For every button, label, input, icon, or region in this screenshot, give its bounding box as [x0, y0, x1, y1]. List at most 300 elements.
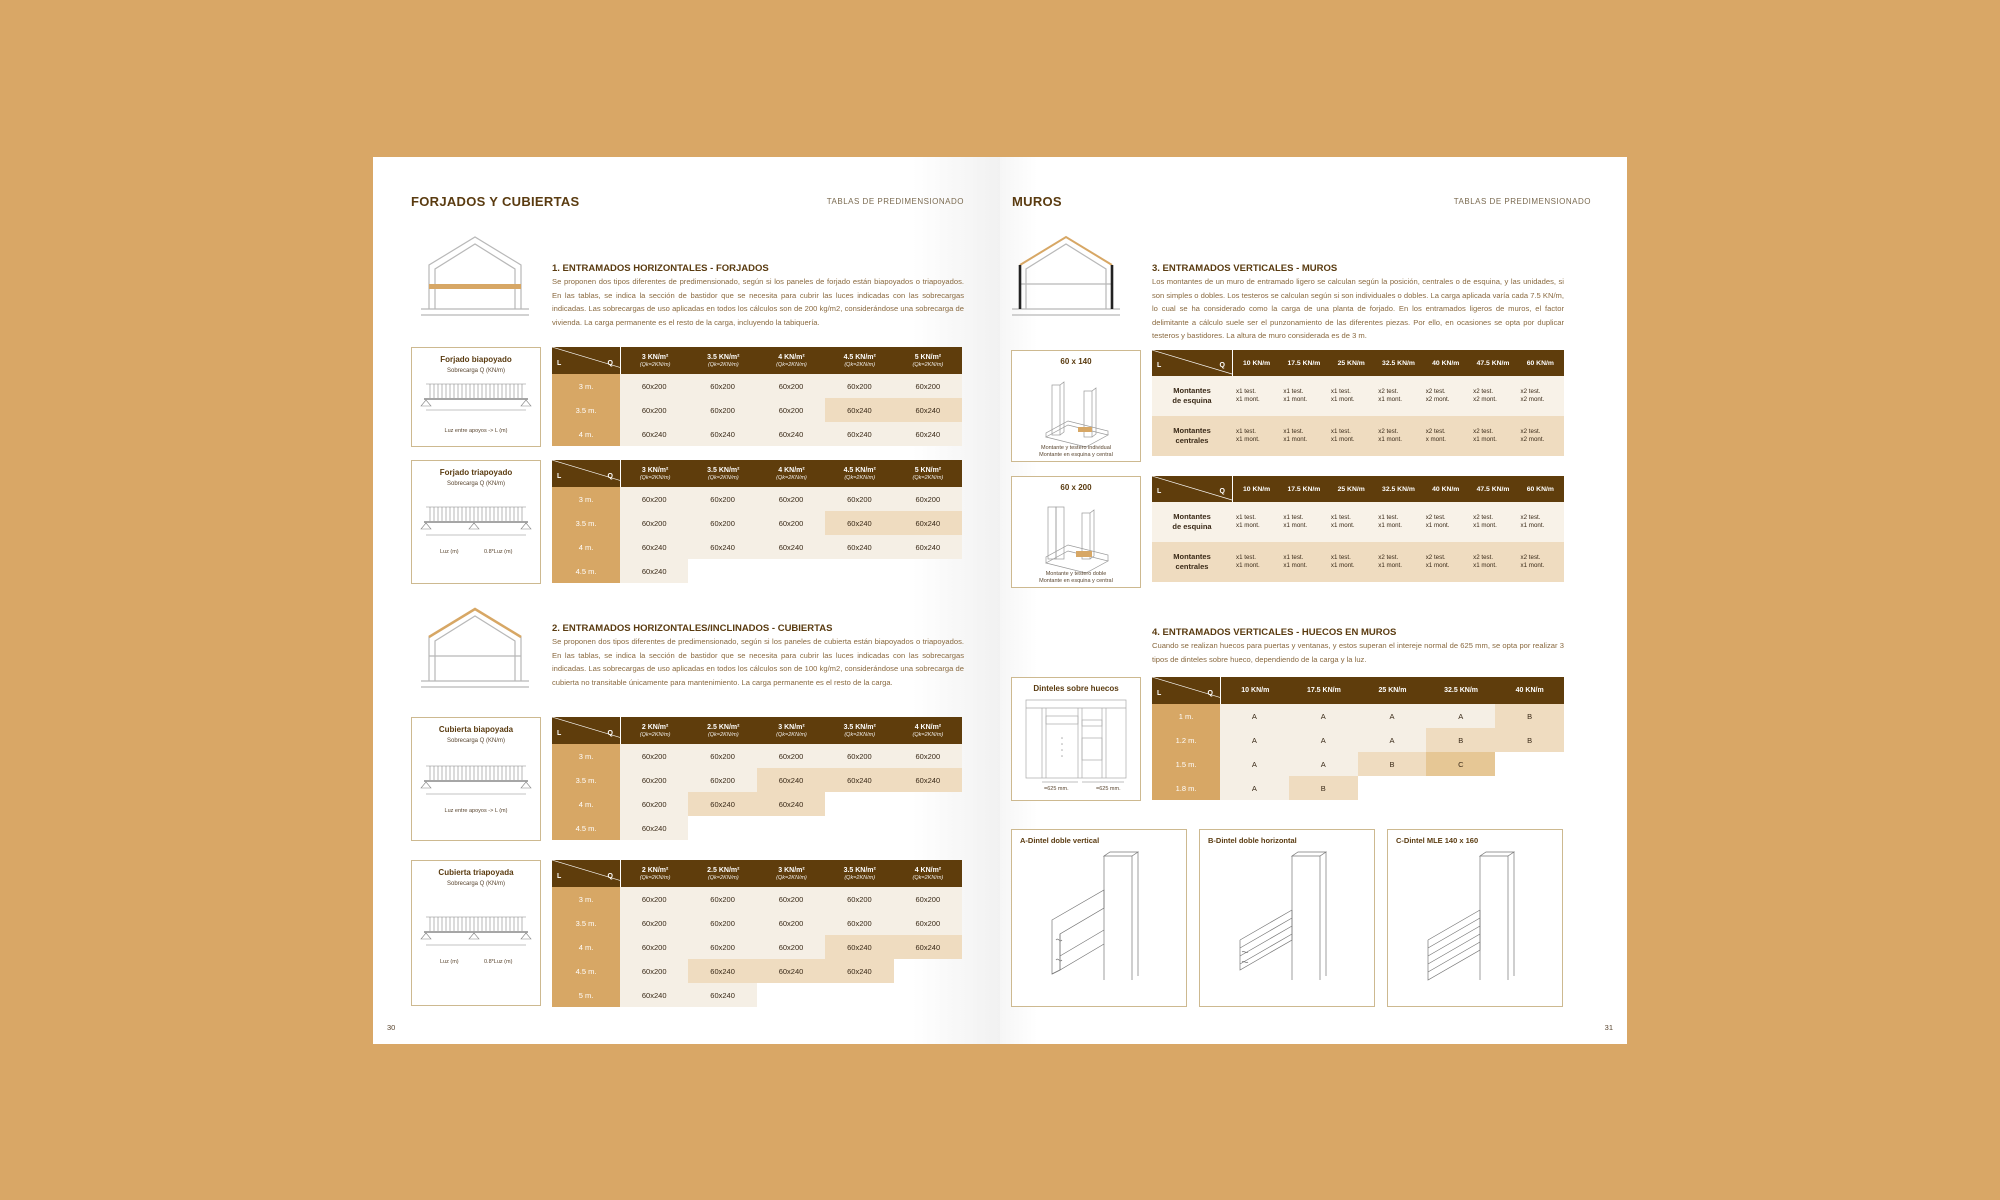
row-span-label: 4.5 m.: [552, 559, 620, 583]
table-cell: 60x240: [894, 511, 962, 535]
table-cell: 60x200: [688, 398, 756, 422]
table-cell: [1358, 776, 1427, 800]
header-q-label: Q: [607, 730, 613, 737]
diagram-caption: Luz entre apoyos -> L (m): [444, 808, 508, 814]
column-header-label: 17.5 KN/m: [1306, 687, 1341, 694]
header-l-label: L: [557, 360, 562, 367]
table-cell: 60x200: [757, 511, 825, 535]
table-cell: 60x200: [757, 487, 825, 511]
column-header: [826, 717, 894, 744]
diagram-caption-1: Montante y testero individual: [1040, 445, 1111, 451]
table-cell: A: [1358, 728, 1427, 752]
table-cell: 60x240: [825, 535, 893, 559]
column-header: [826, 347, 894, 374]
cell-line: x1 test.: [1236, 388, 1256, 395]
table-cell: 60x240: [757, 422, 825, 446]
row-span-label: 4.5 m.: [552, 959, 620, 983]
table-cell: 60x240: [688, 959, 756, 983]
table-cell: 60x200: [894, 744, 962, 768]
section-3-title: 3. ENTRAMADOS VERTICALES - MUROS: [1152, 263, 1338, 274]
section-1-text: Se proponen dos tipos diferentes de predimensionado, según si los paneles de forjado están biapoyados o triapoyados. En las tablas, se indica la sección de bastidor que se necesita para cubrir las luces indicadas con las sobrecargas indicadas. Las sobrecargas de uso aplicadas en todos los cálculos son de 200 kg/m2, considerándose una sobrecarga de vivienda. La carga permanente es el resto de la carga, incluyendo la tabiquería.: [552, 277, 964, 327]
table-cell: [825, 792, 893, 816]
table-cell: [894, 792, 962, 816]
diagram-title: Dinteles sobre huecos: [1033, 684, 1119, 693]
column-header-label: 40 KN/m: [1515, 687, 1544, 694]
table-cell: [1279, 376, 1326, 416]
table-row: [552, 422, 962, 446]
dintel-a-diagram: [1011, 829, 1187, 1007]
header-lq-cell: [552, 717, 621, 744]
table-row: [552, 911, 962, 935]
cell-line: x1 mont.: [1425, 522, 1450, 529]
row-span-label: 1 m.: [1152, 704, 1220, 728]
table-header-row: [1152, 350, 1564, 376]
table-cell: [1426, 776, 1495, 800]
cell-line: x1 test.: [1330, 514, 1351, 521]
table-cell: 60x200: [620, 511, 688, 535]
cell-line: x2 mont.: [1425, 396, 1450, 403]
cell-line: x2 test.: [1520, 554, 1541, 561]
column-header: [1517, 350, 1564, 376]
table-cell: 60x200: [757, 744, 825, 768]
table-header-row: [1152, 476, 1564, 502]
table-cell: [1327, 416, 1374, 456]
table-cell: 60x200: [620, 768, 688, 792]
table-cell: 60x200: [688, 911, 756, 935]
row-label-line2: de esquina: [1172, 522, 1212, 531]
header-lq-cell: [1152, 677, 1221, 704]
table-header-row: [552, 347, 962, 374]
page-left: [373, 157, 1000, 1044]
table-cell: [1469, 542, 1516, 582]
table-cell: 60x240: [894, 768, 962, 792]
cell-line: x1 mont.: [1283, 436, 1308, 443]
cell-line: x1 test.: [1236, 428, 1256, 435]
row-label-line1: Montantes: [1173, 426, 1211, 435]
column-header-sub: (Qk=2KN/m): [707, 474, 739, 481]
table-cell: 60x240: [825, 398, 893, 422]
column-header-label: 40 KN/m: [1432, 359, 1460, 367]
page-right: [1000, 157, 1627, 1044]
dintel-c-diagram: [1387, 829, 1563, 1007]
table-cell: A: [1220, 704, 1289, 728]
table-header-row: [552, 860, 962, 887]
cell-line: x1 test.: [1330, 428, 1351, 435]
brochure-spread: [373, 157, 1627, 1044]
column-header-label: 32.5 KN/m: [1444, 687, 1478, 694]
table-cell: [825, 559, 893, 583]
cell-line: x2 test.: [1473, 388, 1494, 395]
table-cell: 60x240: [757, 768, 825, 792]
column-header-sub: (Qk=2KN/m): [912, 474, 944, 481]
column-header-label: 32.5 KN/m: [1382, 485, 1415, 493]
cell-line: x1 mont.: [1473, 562, 1497, 569]
row-span-label: 4.5 m.: [552, 816, 620, 840]
column-header: [757, 860, 825, 887]
page-subtitle: TABLAS DE PREDIMENSIONADO: [826, 197, 964, 206]
table-cell: 60x200: [620, 887, 688, 911]
cell-line: x2 test.: [1378, 388, 1399, 395]
table-cell: 60x240: [825, 935, 893, 959]
beam-three-supports-icon: [412, 461, 540, 583]
table-cell: 60x200: [688, 487, 756, 511]
table-cell: [1232, 542, 1279, 582]
table-cell: 60x200: [825, 374, 893, 398]
table-cell: [1422, 416, 1469, 456]
table-row: [552, 983, 962, 1007]
column-header-label: 3 KN/m²: [778, 723, 805, 731]
house-roof-icon: [419, 603, 531, 701]
column-header-label: 60 KN/m: [1526, 485, 1554, 493]
table-cell: 60x240: [620, 422, 688, 446]
table-cell: 60x200: [620, 398, 688, 422]
column-header: [689, 460, 757, 487]
column-header: [621, 717, 689, 744]
table-cell: [825, 983, 893, 1007]
table-cell: [757, 983, 825, 1007]
table-row: [552, 935, 962, 959]
table-cell: A: [1358, 704, 1427, 728]
column-header-sub: (Qk=2KN/m): [707, 874, 739, 881]
cell-line: x2 mont.: [1473, 396, 1497, 403]
table-cell: [1495, 752, 1564, 776]
header-q-label: Q: [607, 473, 613, 480]
column-header-sub: (Qk=2KN/m): [844, 874, 876, 881]
column-header-sub: (Qk=2KN/m): [639, 874, 671, 881]
table-cell: A: [1289, 728, 1358, 752]
column-header: [1469, 476, 1516, 502]
beam-three-supports-icon: [412, 861, 540, 1005]
column-header-sub: (Qk=2KN/m): [776, 474, 807, 481]
table-cell: [1517, 416, 1564, 456]
column-header-label: 47.5 KN/m: [1476, 359, 1510, 367]
table-row: [552, 398, 962, 422]
row-span-label: 3.5 m.: [552, 911, 620, 935]
table-cell: [1422, 376, 1469, 416]
column-header: [1517, 476, 1564, 502]
column-header: [1495, 677, 1564, 704]
row-label-line1: Montantes: [1173, 386, 1211, 395]
table-cell: [1422, 542, 1469, 582]
table-cell: [1279, 416, 1326, 456]
table-cell: [1279, 502, 1326, 542]
table-row: [552, 792, 962, 816]
column-header-label: 2.5 KN/m²: [707, 723, 740, 731]
cell-line: x2 test.: [1520, 428, 1541, 435]
column-header: [1422, 350, 1469, 376]
cell-line: x2 test.: [1520, 514, 1541, 521]
table-cell: [1495, 776, 1564, 800]
table-cell: 60x200: [757, 935, 825, 959]
cell-line: x1 test.: [1330, 388, 1351, 395]
row-label: [1152, 542, 1232, 582]
table-cell: [688, 816, 756, 840]
cell-line: x1 mont.: [1330, 436, 1355, 443]
table-cell: 60x200: [620, 911, 688, 935]
column-header-label: 4.5 KN/m²: [843, 353, 876, 361]
table-cell: [688, 559, 756, 583]
cell-line: x1 mont.: [1236, 522, 1260, 529]
column-header: [1280, 476, 1327, 502]
cubierta-biapoyada-diagram: [411, 717, 541, 841]
header-l-label: L: [1157, 362, 1162, 369]
dintel-title: B-Dintel doble horizontal: [1208, 836, 1297, 845]
diagram-subtitle: Sobrecarga Q (KN/m): [446, 481, 506, 487]
table-cell: 60x200: [894, 887, 962, 911]
column-header: [1233, 350, 1280, 376]
cell-line: x mont.: [1425, 436, 1446, 443]
header-l-label: L: [557, 730, 562, 737]
table-row: [1152, 502, 1564, 542]
table-cell: 60x200: [825, 744, 893, 768]
table-cell: 60x240: [620, 983, 688, 1007]
cell-line: x2 test.: [1425, 554, 1446, 561]
column-header-label: 3 KN/m²: [641, 466, 669, 474]
cell-line: x1 mont.: [1283, 522, 1308, 529]
table-cubierta-triapoyada: [552, 860, 962, 1007]
stud-60x140-diagram: [1011, 350, 1141, 462]
table-cell: 60x200: [620, 792, 688, 816]
beam-two-supports-icon: [412, 718, 540, 840]
cell-line: x1 test.: [1236, 514, 1256, 521]
row-span-label: 3 m.: [552, 744, 620, 768]
column-header-sub: (Qk=2KN/m): [844, 474, 876, 481]
column-header-label: 4.5 KN/m²: [843, 466, 876, 474]
column-header-label: 32.5 KN/m: [1382, 359, 1415, 367]
column-header: [1328, 476, 1375, 502]
cell-line: x2 mont.: [1520, 396, 1545, 403]
page-number: 30: [387, 1023, 396, 1032]
column-header-label: 2.5 KN/m²: [707, 866, 740, 874]
row-label-line2: de esquina: [1172, 396, 1212, 405]
table-cell: [1327, 502, 1374, 542]
table-cell: A: [1289, 752, 1358, 776]
column-header: [757, 347, 825, 374]
house-wall-icon: [1010, 231, 1122, 329]
cell-line: x1 mont.: [1330, 562, 1355, 569]
table-row: [1152, 416, 1564, 456]
dintel-mle-icon: [1388, 830, 1562, 1006]
column-header-sub: (Qk=2KN/m): [639, 361, 671, 368]
column-header-label: 3 KN/m²: [641, 353, 669, 361]
table-cell: [1232, 502, 1279, 542]
table-header-row: [1152, 677, 1564, 704]
dintel-double-vertical-icon: [1012, 830, 1186, 1006]
column-header-sub: (Qk=2KN/m): [776, 874, 807, 881]
table-cell: 60x200: [688, 935, 756, 959]
page-number: 31: [1604, 1023, 1613, 1032]
column-header-label: 3.5 KN/m²: [843, 866, 876, 874]
dintel-double-horizontal-icon: [1200, 830, 1374, 1006]
table-cell: [1232, 376, 1279, 416]
table-cell: [894, 816, 962, 840]
cell-line: x1 mont.: [1473, 436, 1497, 443]
row-span-label: 3.5 m.: [552, 398, 620, 422]
diagram-caption-2: Montante en esquina y central: [1039, 578, 1113, 584]
house-floor-icon: [419, 231, 531, 329]
column-header: [1469, 350, 1516, 376]
table-cell: [757, 816, 825, 840]
header-q-label: Q: [1207, 690, 1213, 697]
table-row: [1152, 728, 1564, 752]
table-cell: [1422, 502, 1469, 542]
table-cell: A: [1220, 752, 1289, 776]
table-row: [552, 959, 962, 983]
table-cell: B: [1426, 728, 1495, 752]
table-cell: 60x240: [757, 959, 825, 983]
table-cell: B: [1289, 776, 1358, 800]
column-header-sub: (Qk=2KN/m): [639, 474, 671, 481]
cell-line: x2 test.: [1378, 428, 1399, 435]
column-header: [1221, 677, 1290, 704]
table-cell: 60x200: [688, 511, 756, 535]
column-header: [1358, 677, 1427, 704]
section-3-text: Los montantes de un muro de entramado ligero se calculan según la posición, centrales o de esquina, y las unidades, si son simples o dobles. Los testeros se calculan según si son individuales o dobles. La carga aplicada varía cada 7.5 KN/m, lo cual se ha considerado como la carga de una planta de forjado. En los entramados ligeros de muros, el factor delimitante a cálculo suele ser el punzonamiento de las diferentes piezas. Por ello, en ocasiones se opta por duplicar testeros y bastidores. La altura de muro considerada es de 3 m.: [1152, 277, 1564, 341]
header-q-label: Q: [607, 873, 613, 880]
column-header: [894, 347, 962, 374]
column-header-label: 60 KN/m: [1526, 359, 1554, 367]
table-cell: [894, 559, 962, 583]
table-row: [552, 559, 962, 583]
cell-line: x2 mont.: [1520, 436, 1545, 443]
table-cell: 60x240: [688, 535, 756, 559]
header-lq-cell: [1152, 476, 1233, 502]
row-label-line2: centrales: [1175, 436, 1209, 445]
header-l-label: L: [1157, 690, 1162, 697]
cell-line: x1 mont.: [1378, 436, 1402, 443]
row-span-label: 4 m.: [552, 422, 620, 446]
column-header: [1375, 350, 1422, 376]
table-forjado-biapoyado: [552, 347, 962, 446]
cell-line: x1 test.: [1378, 514, 1399, 521]
section-4-text: Cuando se realizan huecos para puertas y ventanas, y estos superan el intereje normal de 625 mm, se opta por realizar 3 tipos de dinteles sobre hueco, dependiendo de la carga y la luz.: [1152, 641, 1564, 664]
cell-line: x1 mont.: [1330, 396, 1355, 403]
table-cell: 60x200: [688, 768, 756, 792]
cell-line: x1 test.: [1283, 514, 1304, 521]
column-header-label: 3.5 KN/m²: [707, 353, 740, 361]
column-header-sub: (Qk=2KN/m): [776, 361, 807, 368]
row-label-line1: Montantes: [1173, 512, 1211, 521]
table-cell: 60x240: [825, 768, 893, 792]
table-cell: 60x240: [620, 816, 688, 840]
table-cell: A: [1220, 776, 1289, 800]
column-header-label: 25 KN/m: [1378, 687, 1407, 694]
column-header-label: 10 KN/m: [1241, 687, 1270, 694]
table-cell: B: [1495, 728, 1564, 752]
row-label: [1152, 502, 1232, 542]
table-row: [552, 768, 962, 792]
section-2-text: Se proponen dos tipos diferentes de predimensionado, según si los paneles de cubierta están biapoyados o triapoyados. En las tablas, se indica la sección de bastidor que se necesita para cubrir las luces indicadas con las sobrecargas indicadas. Las sobrecargas de uso aplicadas en todos los cálculos son de 100 kg/m2, considerándose una sobrecarga de cubierta no transitable únicamente para mantenimiento. La carga permanente es el resto de la carga.: [552, 637, 964, 687]
forjado-biapoyado-diagram: [411, 347, 541, 447]
column-header-sub: (Qk=2KN/m): [707, 361, 739, 368]
table-cell: [757, 559, 825, 583]
diagram-caption-2: 0.8*Luz (m): [484, 959, 513, 965]
row-span-label: 1.2 m.: [1152, 728, 1220, 752]
table-cell: 60x200: [894, 911, 962, 935]
table-row: [1152, 376, 1564, 416]
column-header: [621, 860, 689, 887]
table-cell: 60x240: [620, 535, 688, 559]
cell-line: x1 test.: [1236, 554, 1256, 561]
header-lq-cell: [552, 860, 621, 887]
column-header: [621, 347, 689, 374]
table-row: [1152, 704, 1564, 728]
column-header: [1233, 476, 1280, 502]
row-span-label: 3.5 m.: [552, 768, 620, 792]
table-cell: 60x240: [894, 398, 962, 422]
diagram-caption-2: Montante en esquina y central: [1039, 452, 1113, 458]
header-l-label: L: [557, 473, 562, 480]
row-label-line2: centrales: [1175, 562, 1209, 571]
table-cell: 60x240: [757, 792, 825, 816]
table-row: [552, 535, 962, 559]
column-header: [689, 347, 757, 374]
cell-line: x2 test.: [1378, 554, 1399, 561]
table-cell: [1374, 416, 1421, 456]
table-cell: 60x240: [757, 535, 825, 559]
table-cell: 60x240: [688, 792, 756, 816]
table-cell: 60x200: [894, 487, 962, 511]
table-cell: 60x200: [620, 744, 688, 768]
table-row: [552, 374, 962, 398]
section-2-title: 2. ENTRAMADOS HORIZONTALES/INCLINADOS - CUBIERTAS: [552, 623, 833, 634]
column-header-label: 40 KN/m: [1432, 485, 1460, 493]
table-cell: 60x200: [688, 744, 756, 768]
column-header-label: 5 KN/m²: [914, 466, 942, 474]
table-row: [552, 511, 962, 535]
table-cell: 60x200: [894, 374, 962, 398]
table-row: [552, 816, 962, 840]
table-cell: [1279, 542, 1326, 582]
column-header-label: 4 KN/m²: [914, 723, 942, 731]
column-header-sub: (Qk=2KN/m): [844, 361, 876, 368]
diagram-caption: Luz entre apoyos -> L (m): [444, 428, 508, 434]
row-label: [1152, 376, 1232, 416]
row-span-label: 4 m.: [552, 935, 620, 959]
column-header: [757, 460, 825, 487]
diagram-subtitle: Sobrecarga Q (KN/m): [446, 368, 506, 374]
page-title: MUROS: [1012, 194, 1062, 209]
column-header: [1280, 350, 1327, 376]
cell-line: x1 mont.: [1236, 562, 1260, 569]
cell-line: x1 test.: [1330, 554, 1351, 561]
table-cell: [1374, 542, 1421, 582]
header-lq-cell: [552, 460, 621, 487]
column-header-label: 10 KN/m: [1243, 359, 1271, 367]
diagram-caption-1: Montante y testero doble: [1045, 571, 1107, 577]
column-header: [1375, 476, 1422, 502]
table-cell: [1517, 376, 1564, 416]
table-cell: 60x240: [894, 535, 962, 559]
diagram-title: 60 x 200: [1060, 483, 1092, 492]
column-header-label: 5 KN/m²: [914, 353, 942, 361]
table-cell: 60x200: [825, 911, 893, 935]
column-header-label: 3.5 KN/m²: [707, 466, 740, 474]
table-cell: [1374, 502, 1421, 542]
table-header-row: [552, 460, 962, 487]
table-cell: 60x240: [825, 422, 893, 446]
dintel-b-diagram: [1199, 829, 1375, 1007]
section-4-title: 4. ENTRAMADOS VERTICALES - HUECOS EN MUROS: [1152, 627, 1397, 638]
cell-line: x1 mont.: [1283, 562, 1308, 569]
cell-line: x2 test.: [1473, 514, 1494, 521]
table-cell: 60x240: [688, 422, 756, 446]
page-subtitle: TABLAS DE PREDIMENSIONADO: [1453, 197, 1591, 206]
table-cell: 60x200: [757, 398, 825, 422]
column-header-label: 4 KN/m²: [914, 866, 942, 874]
table-cell: 60x200: [688, 374, 756, 398]
table-cell: [1327, 542, 1374, 582]
